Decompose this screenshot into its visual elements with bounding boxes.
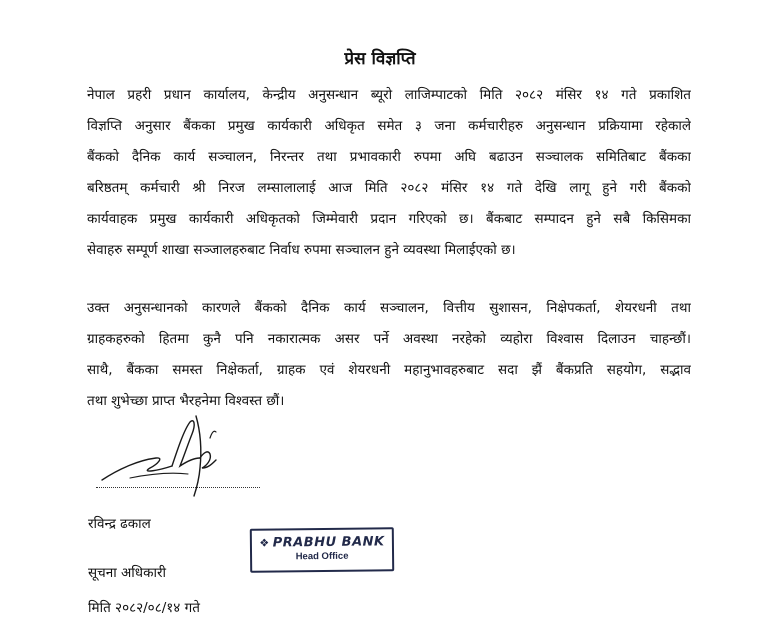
signature-line — [96, 487, 260, 488]
signatory-name: रविन्द्र ढकाल — [88, 516, 151, 532]
text-line: उक्त अनुसन्धानको कारणले बैंकको दैनिक कार्य सञ्चालन, वित्तीय सुशासन, निक्षेपकर्ता, शेयरधनी तथा — [87, 300, 691, 316]
text-line: विज्ञप्ति अनुसार बैंकका प्रमुख कार्यकारी अधिकृत समेत ३ जना कर्मचारीहरु अनुसन्धान प्रक्रियामा रहेकाले — [87, 118, 691, 134]
text-line: सेवाहरु सम्पूर्ण शाखा सञ्जालहरुबाट निर्वाध रुपमा सञ्चालन हुने व्यवस्था मिलाईएको छ। — [87, 242, 516, 258]
paragraph-2 — [87, 293, 691, 417]
text-line: बरिष्ठतम् कर्मचारी श्री निरज लम्सालालाई आज मिति २०८२ मंसिर १४ गते देखि लागू हुने गरी बैंकको — [87, 180, 691, 196]
paragraph-1 — [87, 80, 691, 266]
text-line: कार्यवाहक प्रमुख कार्यकारी अधिकृतको जिम्मेवारी प्रदान गरिएको छ। बैंकबाट सम्पादन हुने सबै किसिमका — [87, 211, 691, 227]
page-title: प्रेस विज्ञप्ति — [344, 49, 416, 69]
stamp-brand-text: PRABHU BANK — [272, 534, 385, 551]
stamp-brand — [252, 534, 392, 551]
diamond-icon: ❖ — [259, 536, 270, 550]
text-line: तथा शुभेच्छा प्राप्त भैरहनेमा विश्वस्त छौं। — [87, 393, 285, 409]
bank-stamp — [250, 527, 394, 573]
stamp-office: Head Office — [295, 550, 349, 563]
text-line: नेपाल प्रहरी प्रधान कार्यालय, केन्द्रीय अनुसन्धान ब्यूरो लाजिम्पाटको मिति २०८२ मंसिर १४ गते प्रकाशित — [87, 87, 691, 103]
signature-image — [100, 408, 230, 498]
signatory-designation: सूचना अधिकारी — [88, 565, 166, 581]
text-line: साथै, बैंकका समस्त निक्षेकर्ता, ग्राहक एवं शेयरधनी महानुभावहरुबाट सदा झैं बैंकप्रति सहयोग, सद्भाव — [87, 362, 691, 378]
document-date: मिति २०८२/०८/१४ गते — [88, 600, 200, 616]
text-line: ग्राहकहरुको हितमा कुनै पनि नकारात्मक असर पर्ने अवस्था नरहेको व्यहोरा विश्वास दिलाउन चाहन्छौं। — [87, 331, 691, 347]
text-line: बैंकको दैनिक कार्य सञ्चालन, निरन्तर तथा प्रभावकारी रुपमा अघि बढाउन सञ्चालक समितिबाट बैंकका — [87, 149, 691, 165]
